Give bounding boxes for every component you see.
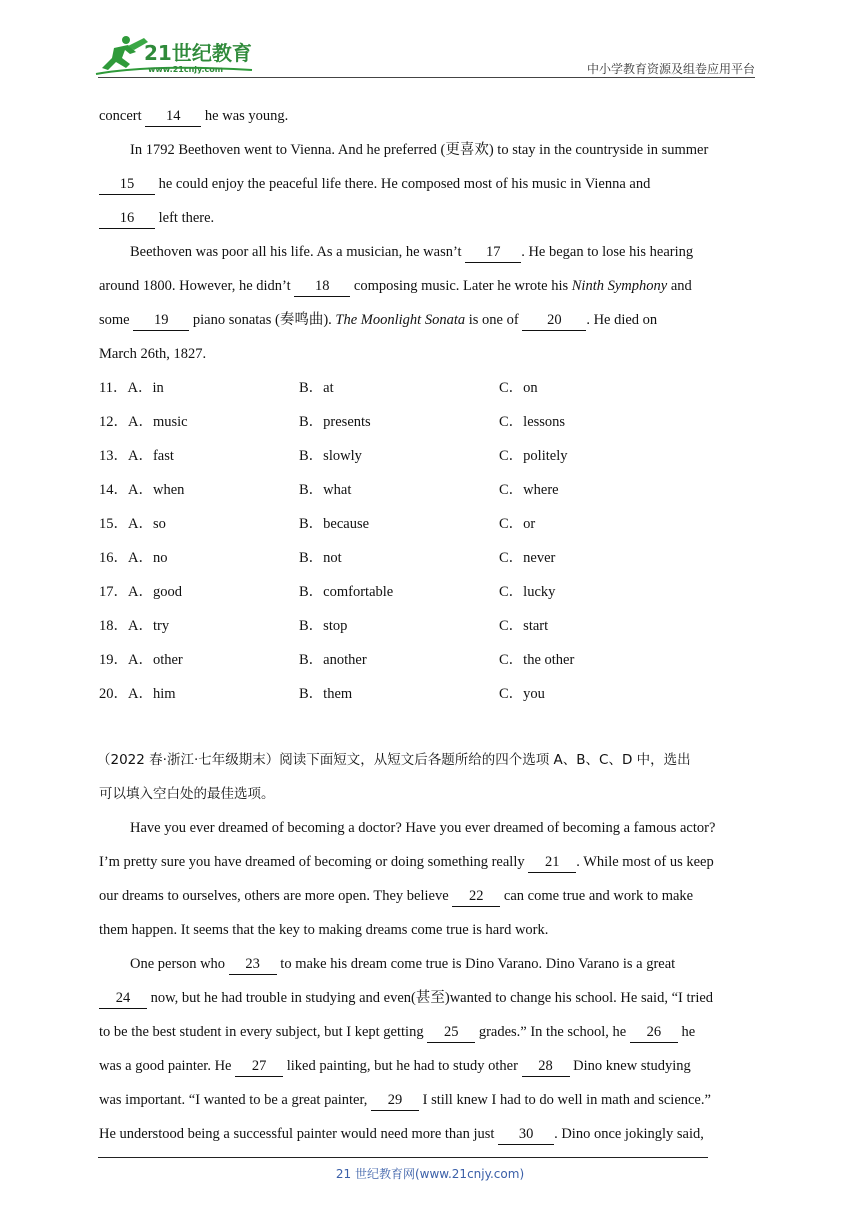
section2-instruction: 可以填入空白处的最佳选项。 [99,786,275,802]
document-body [99,99,765,1151]
question-row: 12．A．music B．presents C．lessons [99,414,566,430]
passage2-line: I’m pretty sure you have dreamed of becoming or doing something really 21 . While most of us keep [99,845,765,879]
answer-blank: 29 [371,1090,419,1111]
question-row: 15．A．so B．because C．or [99,516,536,532]
passage2-line: to be the best student in every subject, but I kept getting 25 grades.” In the school, he 26 he [99,1015,765,1049]
answer-blank: 22 [452,886,500,907]
section-gap [99,711,765,743]
answer-blank: 18 [294,276,350,297]
answer-blank: 19 [133,310,189,331]
passage1-line: Beethoven was poor all his life. As a musician, he wasn’t 17 . He began to lose his hearing [99,235,765,269]
answer-blank: 15 [99,174,155,195]
answer-blank: 28 [522,1056,570,1077]
passage2-line: 24 now, but he had trouble in studying and even(甚至)wanted to change his school. He said, “I tried [99,981,765,1015]
answer-blank: 16 [99,208,155,229]
passage2-line: them happen. It seems that the key to making dreams come true is hard work. [99,922,549,938]
logo-url-text: www.21cnjy.com [148,65,224,74]
options-list [99,371,765,711]
site-logo [92,34,262,78]
question-row: 16．A．no B．not C．never [99,550,556,566]
question-row: 17．A．good B．comfortable C．lucky [99,584,556,600]
passage2-line: was important. “I wanted to be a great painter, 29 I still knew I had to do well in math and science.” [99,1083,765,1117]
answer-blank: 26 [630,1022,678,1043]
passage1-line: 15 he could enjoy the peaceful life there. He composed most of his music in Vienna and [99,167,765,201]
passage1-line: In 1792 Beethoven went to Vienna. And he preferred (更喜欢) to stay in the countryside in summer [130,142,709,158]
passage1-line: 16 left there. [99,201,765,235]
question-row: 13．A．fast B．slowly C．politely [99,448,568,464]
page-footer: 21 世纪教育网(www.21cnjy.com) [335,1167,525,1181]
runner-logo-icon [92,34,262,78]
passage2-line: our dreams to ourselves, others are more open. They believe 22 can come true and work to make [99,879,765,913]
answer-blank: 20 [522,310,586,331]
passage1-line: around 1800. However, he didn’t 18 composing music. Later he wrote his Ninth Symphony and [99,269,765,303]
answer-blank: 14 [145,106,201,127]
question-row: 20．A．him B．them C．you [99,686,545,702]
passage2-line: Have you ever dreamed of becoming a doctor? Have you ever dreamed of becoming a famous actor? [130,820,716,836]
answer-blank: 24 [99,988,147,1009]
footer-divider [98,1157,708,1158]
page-header [0,0,860,82]
logo-text: 21世纪教育 [144,41,252,65]
passage2-line: was a good painter. He 27 liked painting, but he had to study other 28 Dino knew studying [99,1049,765,1083]
passage1-line: some 19 piano sonatas (奏鸣曲). The Moonlight Sonata is one of 20 . He died on [99,303,765,337]
question-row: 18．A．try B．stop C．start [99,618,549,634]
platform-name: 中小学教育资源及组卷应用平台 [586,62,755,76]
passage2-line: One person who 23 to make his dream come true is Dino Varano. Dino Varano is a great [99,947,765,981]
passage2-line: He understood being a successful painter would need more than just 30 . Dino once jokingly said, [99,1117,765,1151]
header-divider [98,77,755,78]
answer-blank: 17 [465,242,521,263]
question-row: 11．A．in B．at C．on [99,380,538,396]
passage1-line: March 26th, 1827. [99,346,207,362]
answer-blank: 27 [235,1056,283,1077]
answer-blank: 23 [229,954,277,975]
section2-instruction: （2022 春·浙江·七年级期末）阅读下面短文，从短文后各题所给的四个选项 A、B、C、D 中，选出 [97,752,691,768]
question-row: 14．A．when B．what C．where [99,482,559,498]
answer-blank: 30 [498,1124,554,1145]
answer-blank: 25 [427,1022,475,1043]
answer-blank: 21 [528,852,576,873]
question-row: 19．A．other B．another C．the other [99,652,575,668]
passage1-line: concert 14 he was young. [99,99,765,133]
